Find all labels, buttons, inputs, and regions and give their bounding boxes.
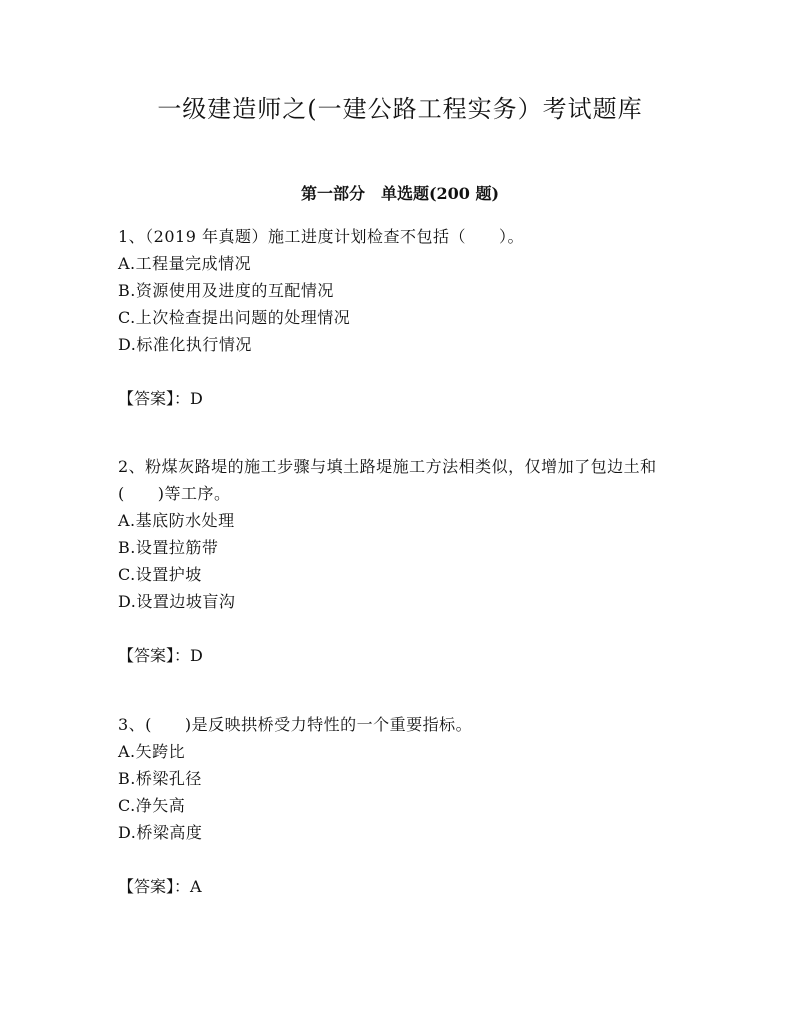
option-d: D.桥梁高度 <box>118 823 203 842</box>
option-a: A.工程量完成情况 <box>118 254 252 273</box>
question-text: 3、( )是反映拱桥受力特性的一个重要指标。 <box>118 715 473 734</box>
option-c: C.设置护坡 <box>118 565 202 584</box>
option-a: A.基底防水处理 <box>118 511 235 530</box>
option-b: B.桥梁孔径 <box>118 769 202 788</box>
question-2 <box>118 453 698 669</box>
question-text: 1、（2019 年真题）施工进度计划检查不包括（ ）。 <box>118 227 524 246</box>
document-title: 一级建造师之(一建公路工程实务）考试题库 <box>157 95 643 123</box>
option-c: C.上次检查提出问题的处理情况 <box>118 308 351 327</box>
section-title: 第一部分 单选题(200 题) <box>300 184 500 203</box>
question-3 <box>118 711 698 900</box>
question-1 <box>118 223 698 412</box>
question-text: 2、粉煤灰路堤的施工步骤与填土路堤施工方法相类似，仅增加了包边土和( )等工序。 <box>118 457 657 503</box>
option-b: B.设置拉筋带 <box>118 538 219 557</box>
answer: 【答案】：D <box>118 389 203 408</box>
option-d: D.标准化执行情况 <box>118 335 252 354</box>
option-b: B.资源使用及进度的互配情况 <box>118 281 334 300</box>
option-d: D.设置边坡盲沟 <box>118 592 236 611</box>
answer: 【答案】：D <box>118 646 203 665</box>
option-a: A.矢跨比 <box>118 742 186 761</box>
option-c: C.净矢高 <box>118 796 186 815</box>
answer: 【答案】：A <box>118 877 202 896</box>
